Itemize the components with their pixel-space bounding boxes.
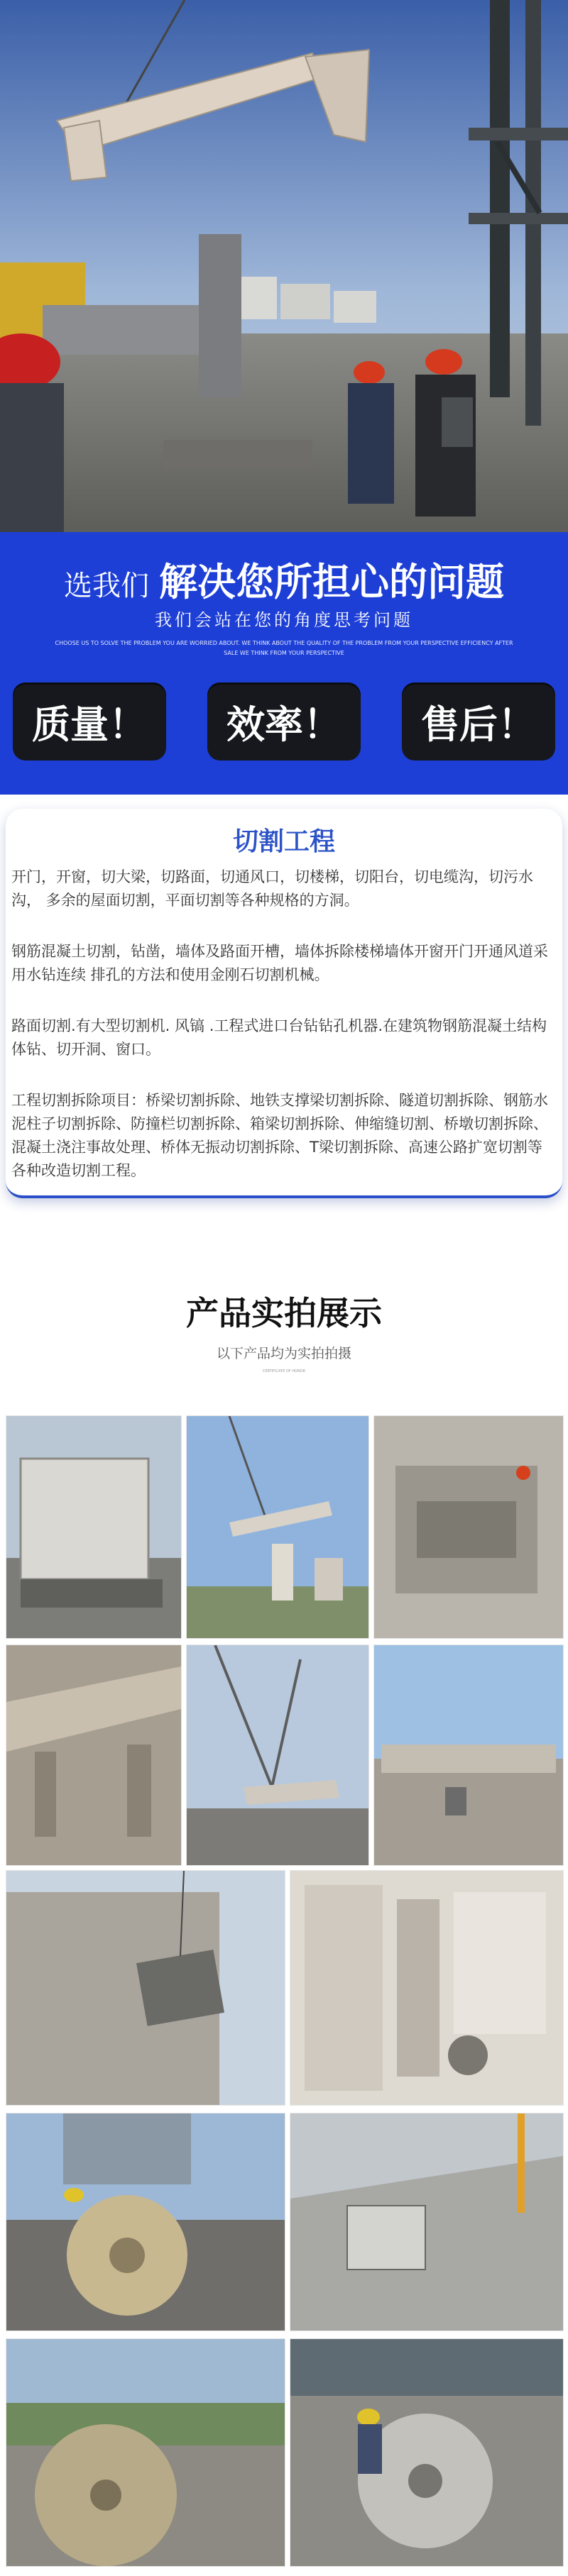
banner-subline: 我们会站在您的角度思考问题	[155, 610, 413, 630]
showcase-tiny-text: CERTIFICATE OF HONOR	[262, 1369, 306, 1373]
site-photo	[6, 1644, 182, 1866]
site-photo	[290, 1870, 564, 2106]
banner-prefix: 选我们	[64, 570, 149, 602]
after-sale-badge: 售后！	[402, 682, 555, 761]
banner-english-text: CHOOSE US TO SOLVE THE PROBLEM YOU ARE WORRIED ABOUT. WE THINK ABOUT THE QUALITY OF THE PROBLEM FROM YOUR PERSPECTIVE EFFICIENCY AFTER SALE WE THINK FROM YOUR PERSPECTIVE	[55, 640, 513, 656]
showcase-subtitle: 以下产品均为实拍拍摄	[216, 1346, 351, 1361]
banner-headline	[0, 552, 568, 607]
site-photo	[373, 1415, 564, 1639]
cutting-paragraph: 钢筋混凝土切割，钻凿，墙体及路面开槽，墙体拆除楼梯墙体开窗开门开通风道采用水钻连续 排孔的方法和使用金刚石切割机械。	[11, 943, 548, 983]
site-photo	[186, 1415, 369, 1639]
why-choose-us-banner	[0, 532, 568, 795]
cutting-paragraph: 路面切割.有大型切割机. 风镐 .工程式进口台钻钻孔机器.在建筑物钢筋混凝土结构体钻、切开洞、窗口。	[11, 1017, 547, 1058]
cutting-engineering-card	[6, 809, 562, 1198]
hero-photo	[0, 0, 568, 532]
cutting-title: 切割工程	[232, 827, 335, 856]
site-photo	[290, 2113, 564, 2331]
cutting-paragraph: 工程切割拆除项目：桥梁切割拆除、地铁支撑梁切割拆除、隧道切割拆除、钢筋水泥柱子切割拆除、防撞栏切割拆除、箱梁切割拆除、伸缩缝切割、桥墩切割拆除、混凝土浇注事故处理、桥体无振动切割拆除、T梁切割拆除、高速公路扩宽切割等各种改造切割工程。	[11, 1092, 548, 1179]
site-photo	[186, 1644, 369, 1866]
banner-headline-text: 解决您所担心的问题	[159, 560, 504, 604]
cutting-paragraph: 开门，开窗，切大梁，切路面，切通风口，切楼梯，切阳台，切电缆沟，切污水沟， 多余的屋面切割，平面切割等各种规格的方洞。	[11, 868, 533, 909]
efficiency-badge: 效率！	[207, 682, 361, 761]
quality-badge: 质量！	[13, 682, 166, 761]
site-photo	[6, 2113, 285, 2331]
site-photo	[6, 1870, 285, 2106]
site-photo	[6, 2338, 285, 2567]
site-photo	[290, 2338, 564, 2567]
site-photo	[6, 1415, 182, 1639]
showcase-title: 产品实拍展示	[186, 1294, 382, 1332]
site-photo	[373, 1644, 564, 1866]
